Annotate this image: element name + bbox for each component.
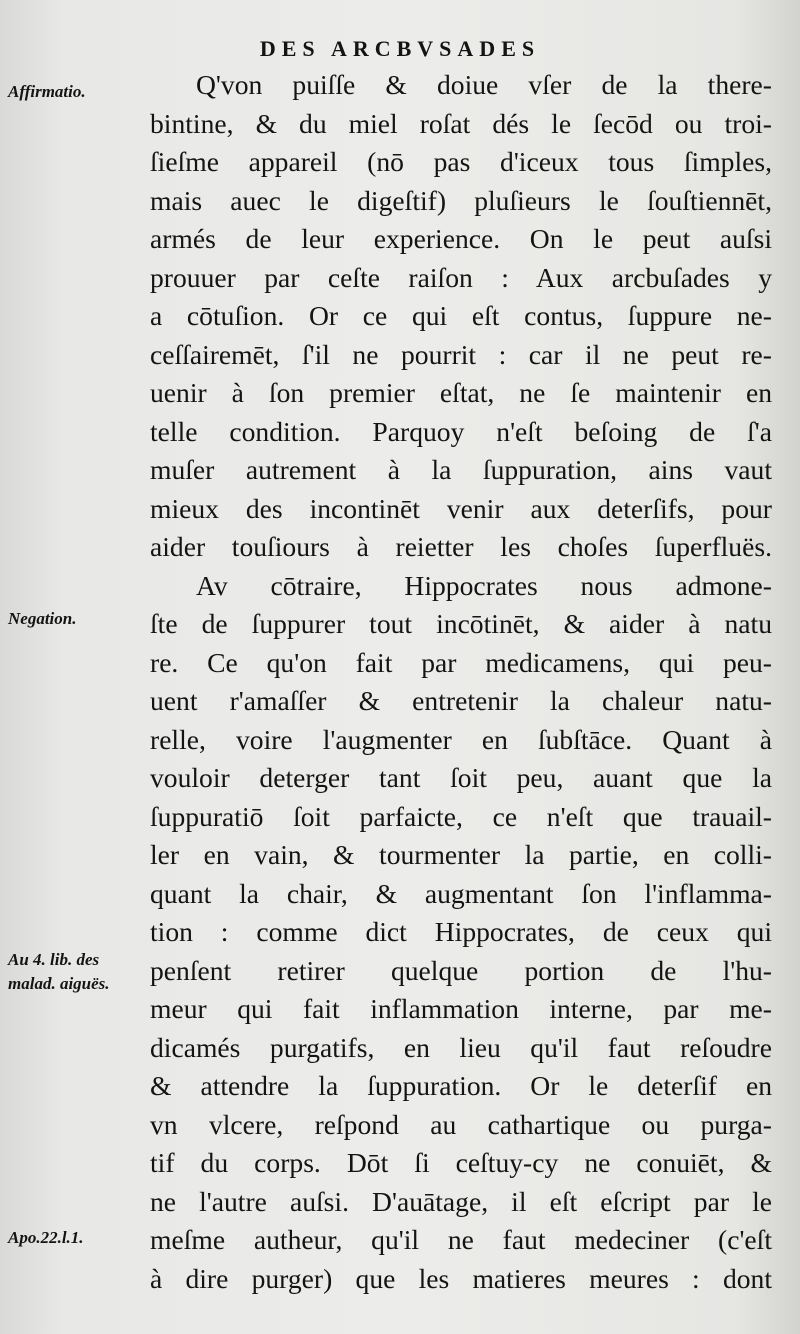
text-line: & attendre la ſuppuration. Or le deterſif en: [150, 1070, 772, 1101]
text-line: ceſſairemēt, ſ'il ne pourrit : car il ne peut re-: [150, 338, 772, 370]
text-line: penſent retirer quelque portion de l'hu-: [150, 954, 772, 986]
text-line: relle, voire l'augmenter en ſubſtāce. Quant à: [150, 723, 772, 755]
text-line: à dire purger) que les matieres meures : dont: [150, 1262, 772, 1294]
text-line: meſme autheur, qu'il ne faut medeciner (c'eſt: [150, 1224, 772, 1255]
text-line: tif du corps. Dōt ſi ceſtuy-cy ne conuiēt, &: [150, 1147, 772, 1178]
margin-note-affirmatio: Affirmatio.: [8, 82, 86, 101]
margin-note-negation: Negation.: [8, 609, 77, 628]
text-line: meur qui fait inflammation interne, par me-: [150, 993, 772, 1024]
text-line: vouloir deterger tant ſoit peu, auant que la: [150, 762, 772, 793]
text-line: mieux des incontinēt venir aux deterſifs, pour: [150, 492, 772, 524]
text-line: quant la chair, & augmentant ſon l'inflamma-: [150, 877, 772, 909]
margin-note-reference-aphorism: Apo.22.l.1.: [8, 1228, 84, 1247]
text-line: armés de leur experience. On le peut auſsi: [150, 223, 772, 254]
text-line: tion : comme dict Hippocrates, de ceux qui: [150, 916, 772, 947]
text-line: ne l'autre auſsi. D'auātage, il eſt eſcript par le: [150, 1185, 772, 1217]
text-line: prouuer par ceſte raiſon : Aux arcbuſades y: [150, 261, 772, 293]
text-line: a cōtuſion. Or ce qui eſt contus, ſuppure ne-: [150, 300, 772, 331]
body-text: [150, 66, 772, 1298]
text-line: Q'von puiſſe & doiue vſer de la there-: [196, 69, 772, 100]
text-line: telle condition. Parquoy n'eſt beſoing de ſ'a: [150, 415, 772, 447]
text-line: Av cōtraire, Hippocrates nous admone-: [196, 569, 772, 601]
text-line: uent r'amaſſer & entretenir la chaleur natu-: [150, 685, 772, 716]
text-line: ſte de ſuppurer tout incōtinēt, & aider à natu: [150, 608, 772, 639]
text-line: re. Ce qu'on fait par medicamens, qui peu-: [150, 646, 772, 678]
text-line: vn vlcere, reſpond au cathartique ou purga-: [150, 1108, 772, 1140]
text-line: dicamés purgatifs, en lieu qu'il faut reſoudre: [150, 1031, 772, 1063]
text-line: ſuppuratiō ſoit parfaicte, ce n'eſt que trauail-: [150, 800, 772, 832]
text-line: aider touſiours à reietter les choſes ſuperfluës.: [150, 531, 772, 562]
text-line: ſieſme appareil (nō pas d'iceux tous ſimples,: [150, 146, 772, 177]
text-line: uenir à ſon premier eſtat, ne ſe maintenir en: [150, 377, 772, 408]
text-line: mais auec le digeſtif) pluſieurs le ſouſtiennēt,: [150, 184, 772, 216]
margin-note-reference-maladies: Au 4. lib. des malad. aiguës.: [8, 950, 110, 993]
running-header: DES ARCBVSADES: [259, 36, 541, 61]
text-line: bintine, & du miel roſat dés le ſecōd ou troi-: [150, 107, 772, 139]
text-line: ler en vain, & tourmenter la partie, en colli-: [150, 839, 772, 870]
text-line: muſer autrement à la ſuppuration, ains vaut: [150, 454, 772, 485]
